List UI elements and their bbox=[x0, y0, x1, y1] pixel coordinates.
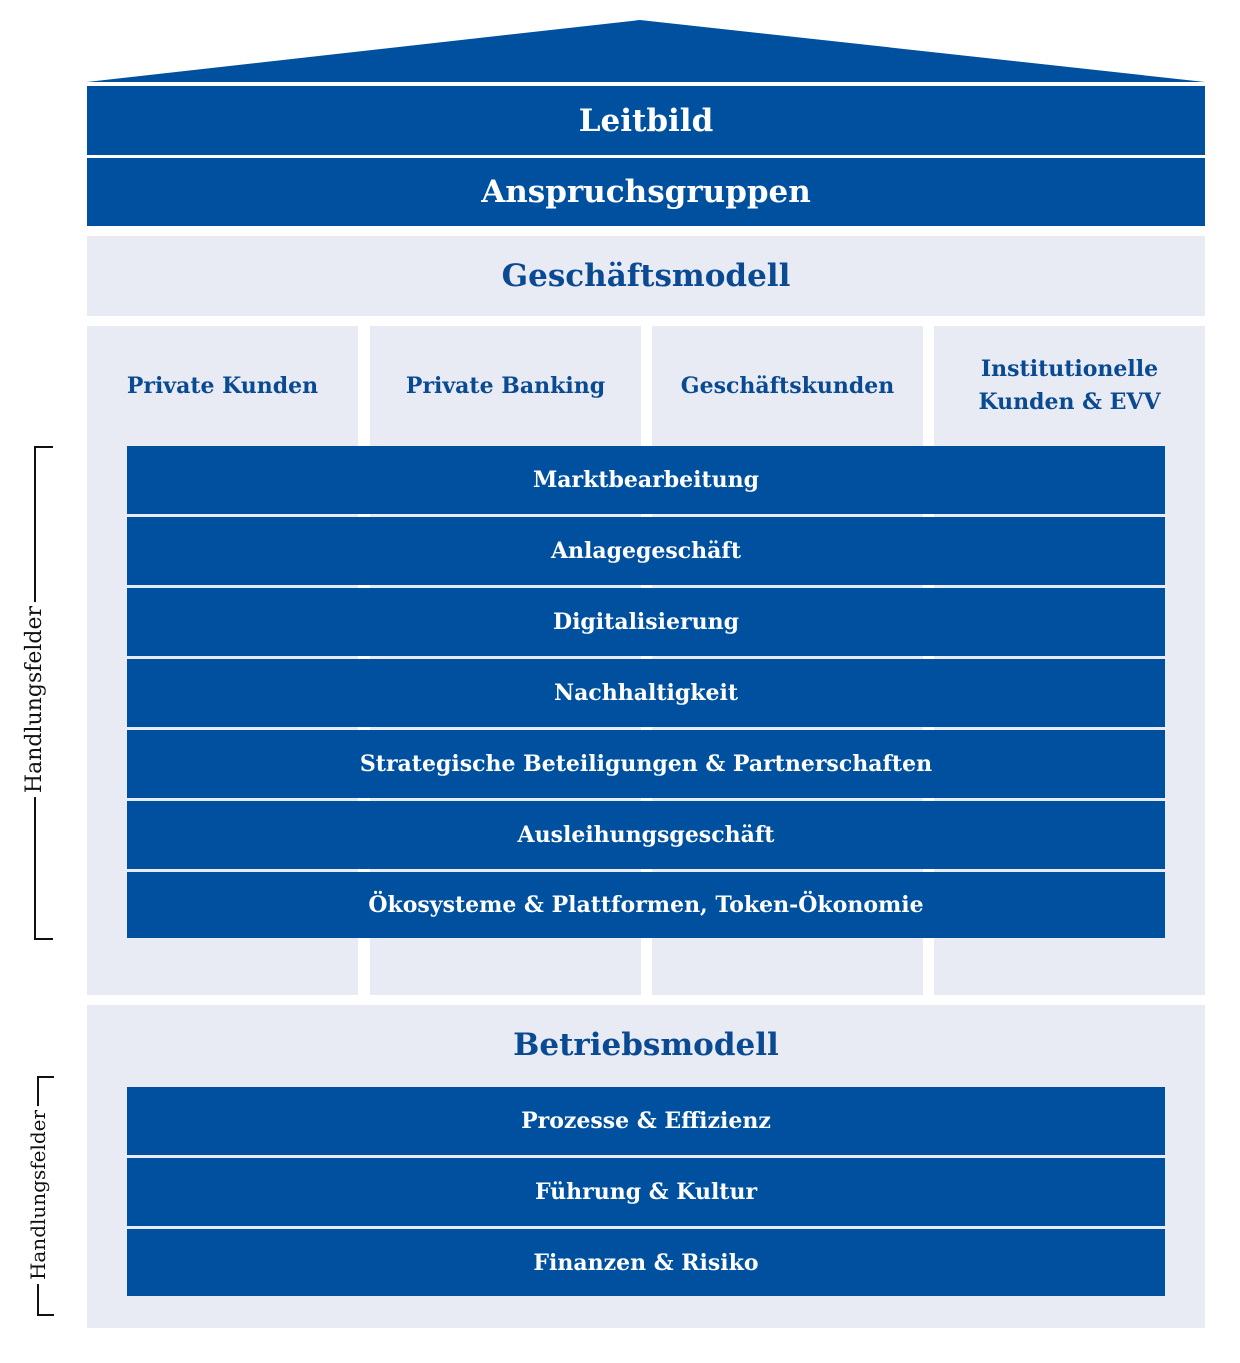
segment-label bbox=[87, 326, 358, 446]
anspruchsgruppen-band bbox=[87, 158, 1205, 226]
leitbild-band bbox=[87, 86, 1205, 155]
segment-label bbox=[934, 326, 1205, 446]
anspruchsgruppen-label: Anspruchsgruppen bbox=[481, 174, 811, 210]
segment-label bbox=[652, 326, 923, 446]
betriebsmodell-header bbox=[87, 1012, 1205, 1078]
handlungsfeld-label: Nachhaltigkeit bbox=[553, 680, 739, 706]
leitbild-label: Leitbild bbox=[578, 102, 714, 139]
handlungsfeld-bar bbox=[127, 1087, 1165, 1155]
handlungsfeld-bar bbox=[127, 730, 1165, 798]
handlungsfeld-label: Digitalisierung bbox=[552, 609, 739, 635]
handlungsfelder-side-label: Handlungsfelder bbox=[23, 601, 48, 796]
bracket-tick bbox=[34, 446, 53, 448]
geschaeftsmodell-header bbox=[87, 236, 1205, 316]
handlungsfeld-label: Ökosysteme & Plattformen, Token-Ökonomie bbox=[368, 892, 924, 918]
handlungsfeld-label: Strategische Beteiligungen & Partnerschaften bbox=[359, 751, 933, 777]
handlungsfeld-label: Führung & Kultur bbox=[534, 1179, 758, 1205]
handlungsfeld-bar bbox=[127, 801, 1165, 869]
handlungsfeld-label: Anlagegeschäft bbox=[550, 538, 742, 564]
handlungsfeld-bar bbox=[127, 872, 1165, 938]
segment-label-line1: Institutionelle bbox=[980, 356, 1159, 382]
segment-label-line1: Private Banking bbox=[405, 372, 606, 399]
geschaeftsmodell-title: Geschäftsmodell bbox=[501, 258, 791, 294]
handlungsfeld-bar bbox=[127, 517, 1165, 585]
handlungsfeld-bar bbox=[127, 588, 1165, 656]
segment-label-line1: Geschäftskunden bbox=[680, 372, 895, 399]
handlungsfeld-bar bbox=[127, 1229, 1165, 1296]
handlungsfeld-label: Prozesse & Effizienz bbox=[521, 1108, 771, 1134]
handlungsfeld-label: Marktbearbeitung bbox=[532, 467, 760, 493]
handlungsfelder-side-label: Handlungsfelder bbox=[26, 1106, 50, 1284]
handlungsfeld-bar bbox=[127, 659, 1165, 727]
side-label-wrapper bbox=[0, 605, 105, 793]
betriebsmodell-title: Betriebsmodell bbox=[513, 1027, 779, 1063]
bracket-tick bbox=[37, 1314, 54, 1316]
bracket-tick bbox=[34, 938, 53, 940]
side-label-wrapper bbox=[0, 1109, 108, 1281]
handlungsfeld-label: Finanzen & Risiko bbox=[533, 1249, 759, 1276]
segment-label-line1: Private Kunden bbox=[126, 372, 319, 399]
handlungsfeld-label: Ausleihungsgeschäft bbox=[517, 822, 775, 848]
handlungsfeld-bar bbox=[127, 1158, 1165, 1226]
segment-label bbox=[370, 326, 641, 446]
roof-triangle-icon bbox=[0, 0, 1240, 90]
bracket-tick bbox=[37, 1076, 54, 1078]
segment-label-line2: Kunden & EVV bbox=[978, 389, 1161, 415]
handlungsfeld-bar bbox=[127, 446, 1165, 514]
